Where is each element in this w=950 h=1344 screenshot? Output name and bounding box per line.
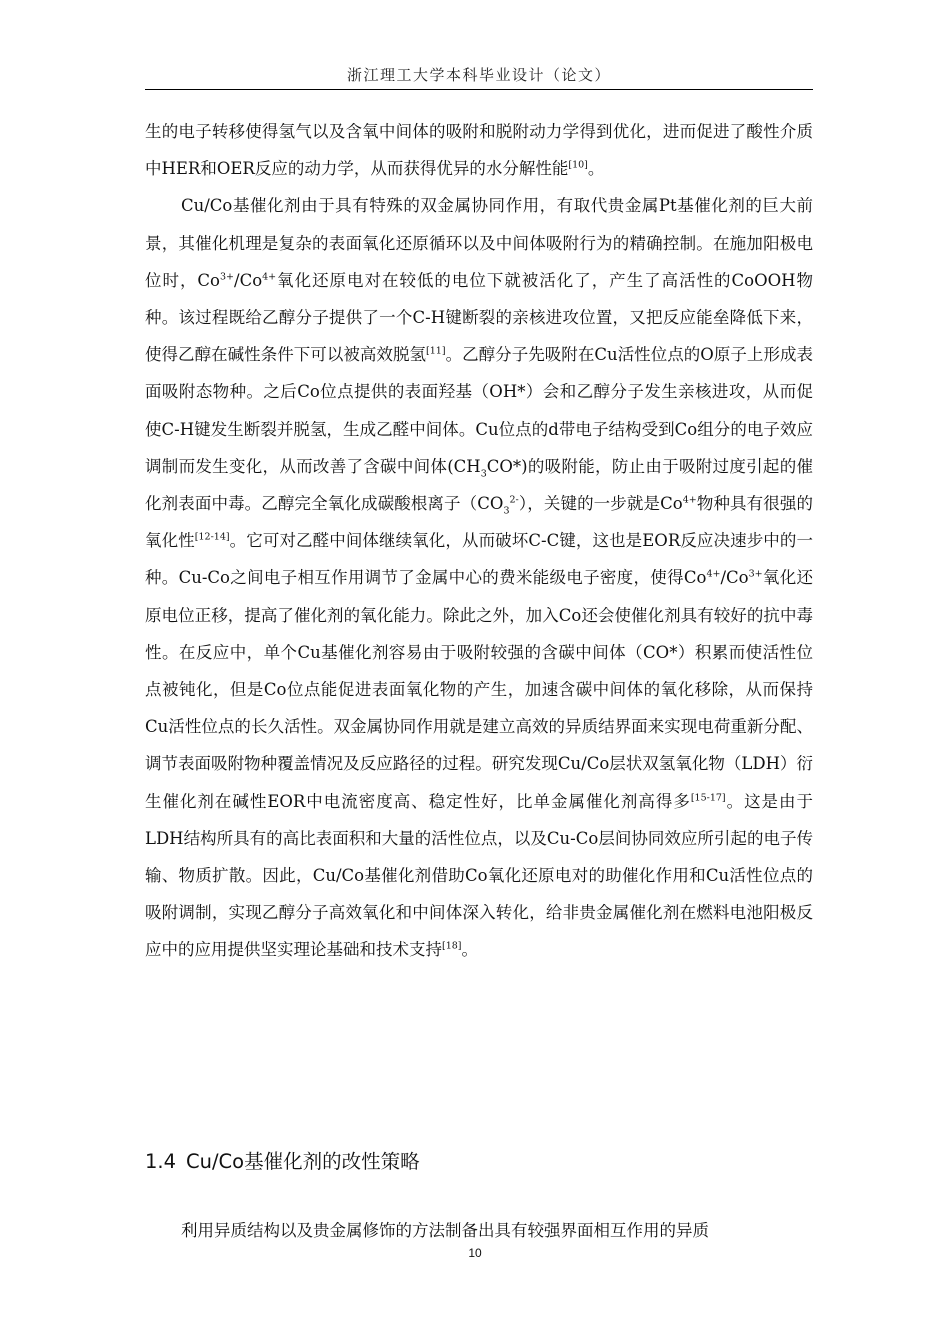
- page-number: 10: [468, 1246, 482, 1260]
- body-text: [145, 113, 813, 969]
- citation: [15-17]: [690, 792, 726, 804]
- header-divider: [145, 89, 813, 90]
- page-header: 浙江理工大学本科毕业设计（论文）: [346, 66, 611, 84]
- citation: [12-14]: [194, 531, 230, 543]
- paragraph-1: 生的电子转移使得氢气以及含氧中间体的吸附和脱附动力学得到优化，进而促进了酸性介质中HER和OER反应的动力学，从而获得优异的水分解性能[10]。: [145, 122, 813, 179]
- citation: [10]: [568, 159, 588, 171]
- paragraph-2: Cu/Co基催化剂由于具有特殊的双金属协同作用，有取代贵金属Pt基催化剂的巨大前景，其催化机理是复杂的表面氧化还原循环以及中间体吸附行为的精确控制。在施加阳极电位时，$Co^{3+}/Co^{4+}$氧化还原电对在较低的电位下就被活化了，产生了高活性的CoOOH物种。该过程既给乙醇分子提供了一个C-H键断裂的亲核进攻位置，又把反应能垒降低下来，使得乙醇在碱性条件下可以被高效脱氢[11]。乙醇分子先吸附在Cu活性位点的O原子上形成表面吸附态物种。之后Co位点提供的表面羟基（OH*）会和乙醇分子发生亲核进攻，从而促使C-H键发生断裂并脱氢，生成乙醛中间体。Cu位点的d带电子结构受到Co组分的电子效应调制而发生变化，从而改善了含碳中间体$(CH_3CO*)$的吸附能，防止由于吸附过度引起的催化剂表面中毒。乙醇完全氧化成碳酸根离子$(CO_3^{2-})$，关键的一步就是$Co^{4+}$物种具有很强的氧化性[12-14]。它可对乙醛中间体继续氧化，从而破坏C-C键，这也是EOR反应决速步中的一种。Cu-Co之间电子相互作用调节了金属中心的费米能级电子密度，使得$Co^{4+}/Co^{3+}$氧化还原电位正移，提高了催化剂的氧化能力。除此之外，加入Co还会使催化剂具有较好的抗中毒性。在反应中，单个Cu基催化剂容易由于吸附较强的含碳中间体（CO*）积累而使活性位点被钝化，但是Co位点能促进表面氧化物的产生，加速含碳中间体的氧化移除，从而保持Cu活性位点的长久活性。双金属协同作用就是建立高效的异质结界面来实现电荷重新分配、调节表面吸附物种覆盖情况及反应路径的过程。研究发现Cu/Co层状双氢氧化物（LDH）衍生催化剂在碱性EOR中电流密度高、稳定性好，比单金属催化剂高得多[15-17]。这是由于LDH结构所具有的高比表面积和大量的活性位点，以及Cu-Co层间协同效应所引起的电子传输、物质扩散。因此，Cu/Co基催化剂借助Co氧化还原电对的助催化作用和Cu活性位点的吸附调制，实现乙醇分子高效氧化和中间体深入转化，给非贵金属催化剂在燃料电池阳极反应中的应用提供坚实理论基础和技术支持[18]。: [145, 196, 814, 960]
- section-title: Cu/Co基催化剂的改性策略: [186, 1150, 420, 1173]
- citation: [18]: [442, 940, 462, 952]
- section-number: 1.4: [145, 1150, 177, 1173]
- paragraph-3: 利用异质结构以及贵金属修饰的方法制备出具有较强界面相互作用的异质: [181, 1220, 709, 1240]
- section-heading: [145, 1146, 420, 1174]
- citation: [11]: [426, 345, 446, 357]
